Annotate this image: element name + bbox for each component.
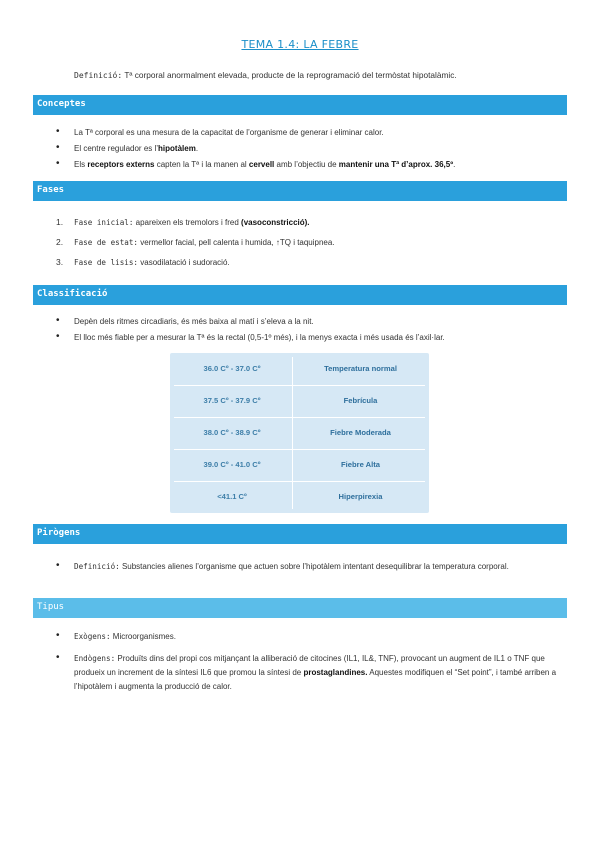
item-text: amb l’objectiu de [274, 160, 339, 169]
item-label: Fase de lisis: [74, 258, 139, 267]
item-text: capten la Tª i la manen al [154, 160, 249, 169]
table-cell-range: 38.0 Cº - 38.9 Cº [203, 428, 261, 437]
list-item [56, 237, 566, 248]
list-item [56, 652, 566, 694]
table-row [170, 418, 429, 450]
item-bold: receptors externs [87, 160, 155, 169]
table-cell-range: 36.0 Cº - 37.0 Cº [203, 364, 261, 373]
item-bold: cervell [248, 160, 275, 169]
item-text: La Tª corporal es una mesura de la capacitat de l’organisme de generar i eliminar calor. [74, 128, 384, 137]
item-bold: prostaglandines. [303, 668, 368, 677]
table-cell-label: Fiebre Moderada [330, 428, 391, 437]
item-text: Depèn dels ritmes circadiaris, és més baixa al matí i s’eleva a la nit. [74, 317, 314, 326]
item-text: Els [74, 160, 88, 169]
pirogens-list [56, 560, 566, 579]
item-label: Endògens: [74, 654, 116, 663]
section-heading: Conceptes [37, 99, 86, 109]
item-text: . [453, 160, 456, 169]
page-title: TEMA 1.4: LA FEBRE [241, 38, 359, 51]
item-text: El lloc més fiable per a mesurar la Tª és la rectal (0,5-1º més), i la menys exacta i més usada és l’axil·lar. [74, 333, 445, 342]
item-number: 1. [56, 217, 64, 227]
section-header-tipus [33, 598, 567, 618]
table-cell-range: 39.0 Cº - 41.0 Cº [203, 460, 261, 469]
table-row [170, 354, 429, 386]
definition-label: Definició: [74, 71, 123, 80]
list-item [56, 316, 566, 327]
section-header-pirogens [33, 524, 567, 544]
list-item [56, 159, 566, 170]
item-label: Fase inicial: [74, 218, 134, 227]
section-heading: Pirògens [37, 528, 81, 538]
item-label: Fase de estat: [74, 238, 139, 247]
list-item [56, 560, 566, 574]
item-text: Microorganismes. [110, 632, 176, 641]
table-row [170, 450, 429, 482]
item-text: El centre regulador es l’ [74, 144, 159, 153]
section-header-conceptes [33, 95, 567, 115]
item-text: Produïts dins del propi cos mitjançant la alliberació de citocines (IL1, IL&, TNF), provocant un augment de IL1 o TNF que produeix un increment de la síntesi IL6 que promou la síntesi de [74, 654, 545, 677]
definition [74, 70, 457, 80]
item-text: apareixen els tremolors i fred [133, 218, 242, 227]
item-text: . [195, 144, 199, 153]
table-cell-range: <41.1 Cº [217, 492, 247, 501]
item-number: 3. [56, 257, 64, 267]
section-heading: Classificació [37, 289, 108, 299]
list-item [56, 631, 566, 642]
temperature-table [170, 353, 429, 513]
fases-list [56, 217, 566, 277]
table-cell-label: Fiebre Alta [341, 460, 380, 469]
table-cell-label: Hiperpirexia [338, 492, 383, 501]
section-heading: Fases [37, 185, 65, 195]
table-row [170, 482, 429, 514]
list-item [56, 257, 566, 268]
item-text: Substancies alienes l’organisme que actuen sobre l’hipotàlem intentant desequilibrar la temperatura corporal. [119, 562, 509, 571]
item-bold: hipotàlem [158, 144, 196, 153]
item-text: vasodilatació i sudoració. [138, 258, 230, 267]
item-number: 2. [56, 237, 64, 247]
item-text: vermellor facial, pell calenta i humida, ↑TQ i taquipnea. [138, 238, 335, 247]
section-heading: Tipus [37, 602, 65, 612]
table-cell-label: Temperatura normal [324, 364, 397, 373]
section-header-classificacio [33, 285, 567, 305]
list-item [56, 217, 566, 228]
item-text: Aquestes modifiquen el “Set point”, i també arriben a l’hipotàlem i augmenta la producció de calor. [74, 668, 557, 691]
tipus-list [56, 631, 566, 699]
table-cell-range: 37.5 Cº - 37.9 Cº [203, 396, 261, 405]
list-item [56, 332, 566, 343]
list-item [56, 143, 566, 154]
definition-text: Tª corporal anormalment elevada, producte de la reprogramació del termòstat hipotalàmic. [122, 70, 457, 80]
classificacio-list [56, 316, 566, 348]
item-bold: mantenir una Tª d’aprox. 36,5º [338, 160, 454, 169]
table-cell-label: Febrícula [343, 396, 378, 405]
section-header-fases [33, 181, 567, 201]
item-label: Exògens: [74, 632, 111, 641]
item-bold: (vasoconstricció). [241, 218, 310, 227]
conceptes-list [56, 127, 566, 175]
table-row [170, 386, 429, 418]
item-label: Definició: [74, 562, 120, 571]
list-item [56, 127, 566, 138]
